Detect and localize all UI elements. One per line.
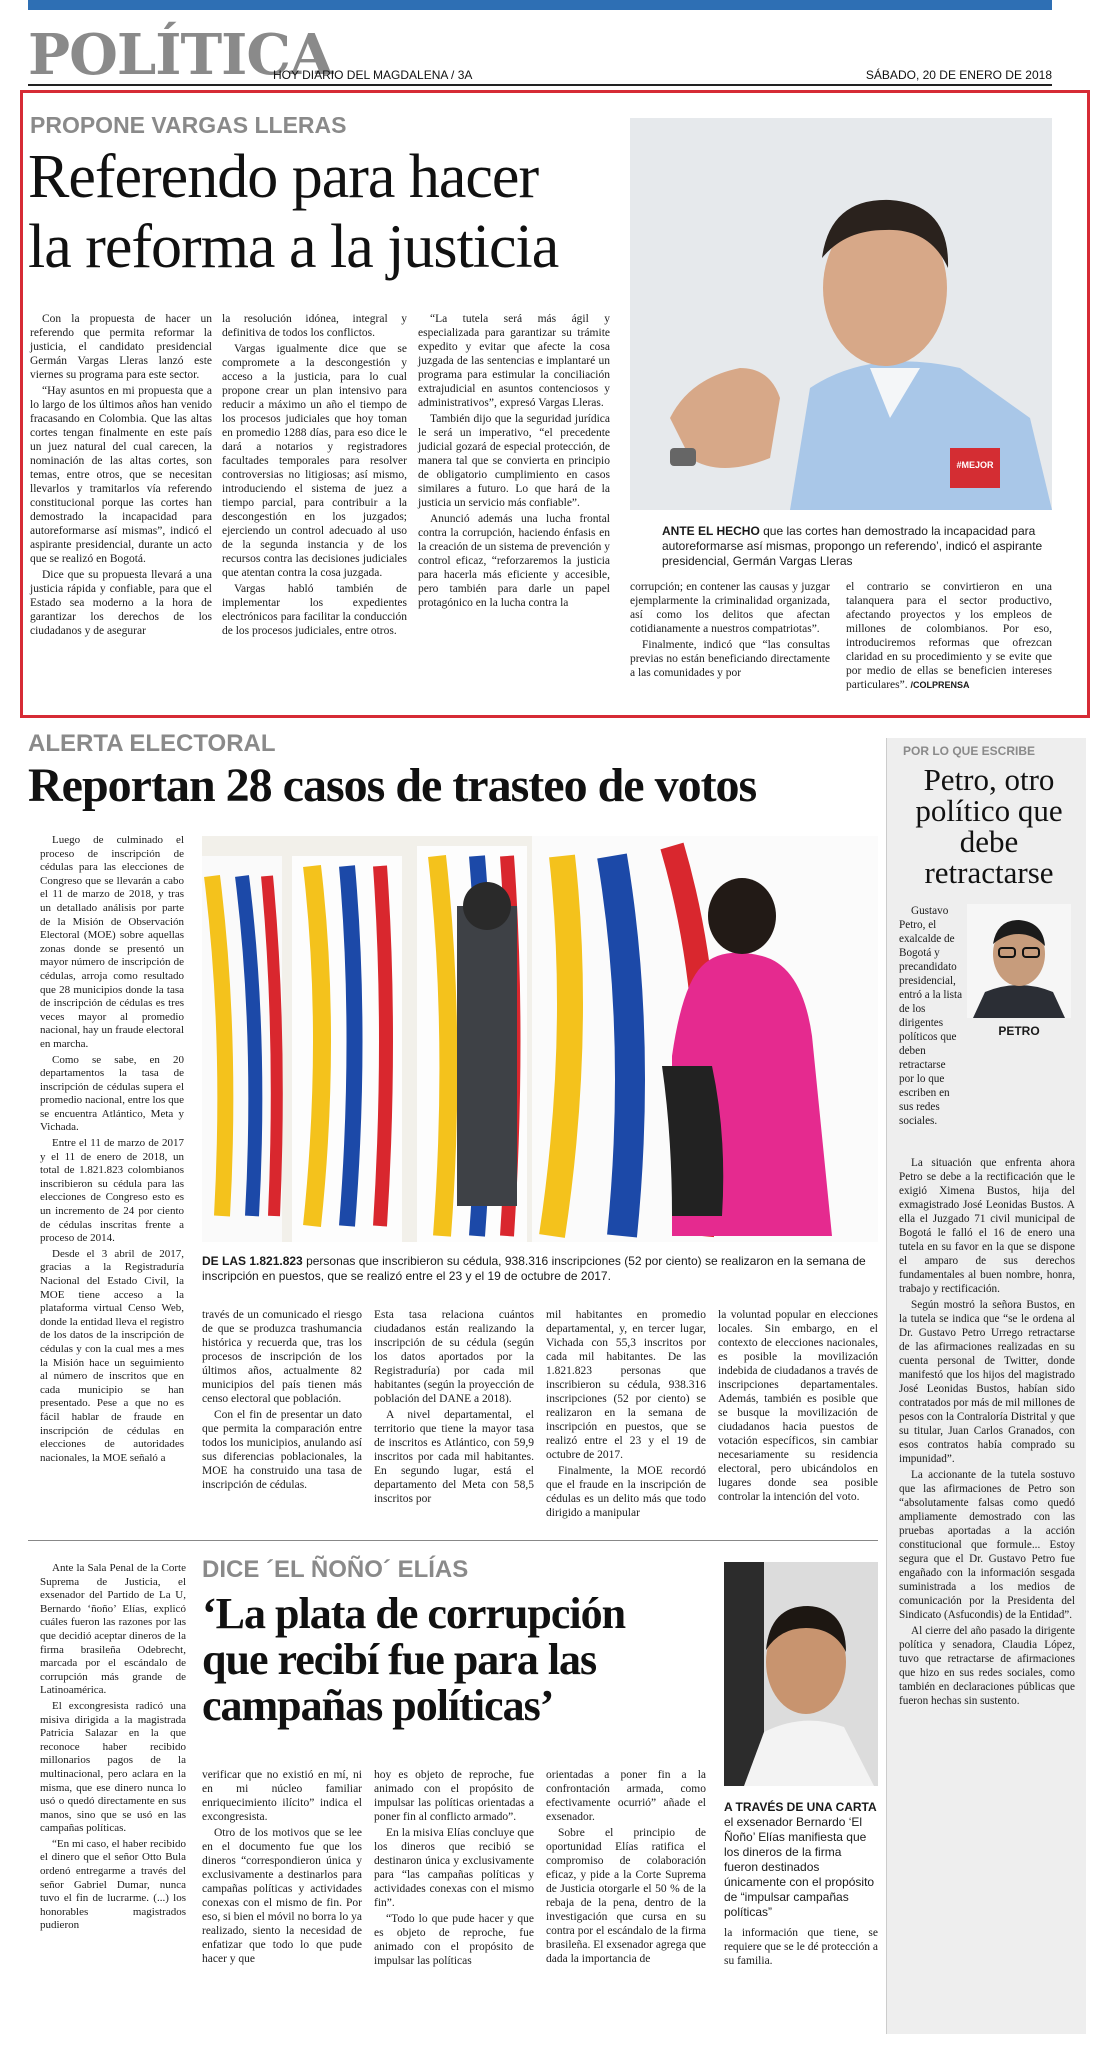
article3-after-caption <box>724 1926 878 1970</box>
article2-col4 <box>546 1308 706 1522</box>
paragraph: Desde el 3 abril de 2017, gracias a la Registraduría Nacional del Estado Civil, la MOE tiene acceso a la plataforma virtual Censo Web, donde la entidad lleva el registro de los datos de la inscripción de cédulas y con la cual mes a mes la Misión hace un seguimiento al número de inscritos que en cada municipio se han presentado. Pese a que no es fácil hablar de fraude en inscripción de cédulas en elecciones de autoridades nacionales, la MOE señaló a <box>40 1247 184 1464</box>
article2-left-col <box>40 834 184 1467</box>
portrait-illustration <box>630 118 1052 510</box>
vargas-lleras-photo <box>630 118 1052 510</box>
paragraph: “La tutela será más ágil y especializada para garantizar su trámite expedito y evitar que afecte la cosa juzgada de las sentencias e implantaré un programa para estimular la conciliación extrajudicial en asuntos contenciosos y administrativos”, expresó Vargas Lleras. <box>418 313 610 409</box>
paragraph: la resolución idónea, integral y definitiva de todos los conflictos. <box>222 313 407 339</box>
paragraph: hoy es objeto de reproche, fue animado con el propósito de impulsar las políticas orientadas a poner fin al conflicto armado”. <box>374 1769 534 1823</box>
paragraph: “Todo lo que pude hacer y que es objeto de reproche, fue animado con el propósito de impulsar las políticas <box>374 1913 534 1967</box>
article1-col2 <box>222 312 407 640</box>
petro-photo-label: PETRO <box>998 1024 1040 1038</box>
paragraph: La accionante de la tutela sostuvo que las afirmaciones de Petro son “absolutamente falsas como quedó ampliamente demostrado con las pruebas aportadas a la acción constitucional que formule... Estoy segura que el Dr. Gustavo Petro fue engañado con la información sesgada suministrada a los medios de comunicación por la Presidenta del Sindicato (Asfucondis) de la Entidad”. <box>899 1469 1075 1621</box>
sidebar-intro <box>899 904 963 1130</box>
article1-headline-line1: Referendo para hacer <box>28 143 539 211</box>
paragraph: Dice que su propuesta llevará a una justicia rápida y confiable, para que el Estado sea moderno a la hora de garantizar los derechos de los ciudadanos y de asegurar <box>30 569 212 637</box>
caption-text: que las cortes han demostrado la incapacidad para autoreformarse así mismas, propongo un referendo’, indicó el aspirante presidencial, Germán Vargas Lleras <box>662 524 1043 568</box>
paragraph: En la misiva Elías concluye que los dineros que recibió se destinaron única y exclusivamente para “las campañas políticas y actividades conexas con el mismo fin”. <box>374 1827 534 1909</box>
paragraph: orientadas a poner fin a la confrontación armada, como efectivamente ocurrió” añade el exsenador. <box>546 1769 706 1823</box>
article3-col4 <box>546 1768 706 1968</box>
article2-col3 <box>374 1308 534 1508</box>
photo-badge: #MEJOR <box>956 460 994 470</box>
article2-col5 <box>718 1308 878 1506</box>
paragraph: Al cierre del año pasado la dirigente política y senadora, Claudia López, tuvo que retractarse de afirmaciones que hizo en sus redes sociales, como también en declaraciones públicas que fueron hechas sin sustento. <box>899 1625 1075 1707</box>
sidebar-headline: Petro, otro político que debe retractarse <box>915 762 1063 890</box>
paragraph: Finalmente, la MOE recordó que el fraude en la inscripción de cédulas es un delito más que todo dirigido a manipular <box>546 1465 706 1519</box>
petro-photo <box>967 904 1071 1018</box>
paragraph: la voluntad popular en elecciones locales. Sin embargo, en el contexto de elecciones nacionales, es posible la movilización indebida de ciudadanos a través de inscripciones departamentales. Además, también es posible que se busque la movilización de ciudadanos hacia puestos de votación específicos, sin cambiar necesariamente su residencia electoral, pero ubicándolos en lugares donde sea posible controlar la intención del voto. <box>718 1309 878 1503</box>
paragraph: mil habitantes en promedio departamental, y, en tercer lugar, Vichada con 55,3 inscritos por cada mil habitantes. De las 1.821.823 personas que inscribieron su cédula, 938.316 inscripciones (52 por ciento) se realizaron en la semana de inscripción en puestos, que se realizó entre el 23 y el 19 de octubre de 2017. <box>546 1309 706 1461</box>
article1-col5 <box>846 580 1052 694</box>
paragraph: verificar que no existió en mí, ni en mi núcleo familiar enriquecimiento ilícito” indica el excongresista. <box>202 1769 362 1823</box>
article1-kicker: PROPONE VARGAS LLERAS <box>30 112 347 138</box>
paragraph: “Hay asuntos en mi propuesta que a lo largo de los últimos años han venido fracasando en Colombia. Que las altas cortes tengan finalmente en este país un juez natural del cual carecen, la nominación de las altas cortes, son temas, entre otros, que se necesitan llevarlos y tramitarlos vía referendo constitucional porque las cortes han demostrado la incapacidad para autoreformarse así mismas”, indicó el aspirante presidencial, durante un acto que se realizó en Bogotá. <box>30 385 212 565</box>
article1-headline-line2: la reforma a la justicia <box>28 213 559 281</box>
article3-kicker: DICE ´EL ÑOÑO´ ELÍAS <box>202 1556 469 1583</box>
paragraph: A nivel departamental, el territorio que tiene la mayor tasa de inscritos es Atlántico, con 59,9 inscritos por cada mil habitantes. En segundo lugar, está el departamento del Meta con 58,5 inscritos por <box>374 1409 534 1505</box>
paragraph: Con la propuesta de hacer un referendo que permita reformar la justicia, el candidato presidencial Germán Vargas Lleras lanzó este viernes su programa para este sector. <box>30 313 212 381</box>
paragraph: Luego de culminado el proceso de inscripción de cédulas para las elecciones de Congreso que se llevarán a cabo el 11 de marzo de 2018, y tras un detallado análisis por parte de la Misión de Observación Electoral (MOE) sobre aquellas zonas donde se presentó un mayor número de inscripción de cédulas, arroja como resultado que 28 municipios donde la tasa de inscripción de cédulas es tres veces mayor al promedio nacional, hay un fraude electoral en marcha. <box>40 834 184 1050</box>
article1-col1 <box>30 312 212 640</box>
paragraph: La situación que enfrenta ahora Petro se debe a la rectificación que le exigió Ximena Bustos, hija del exmagistrado José Leonidas Bustos. A ella el Juzgado 71 civil municipal de Bogotá le falló el 16 de enero una tutela en su favor en la que se dispone el amparo de sus derechos fundamentales al buen nombre, honra, trabajo y rectificación. <box>899 1157 1075 1295</box>
paragraph: Vargas igualmente dice que se compromete a la descongestión y acceso a la justicia, para lo cual propone crear un plan intensivo para reducir a máximo un año el tiempo de los procesos judiciales que hoy toman en promedio 1288 días, para eso dice le dará a notarios y registradores facultades temporales para resolver controversias no litigiosas; así mismo, introduciendo el sistema de juez a tiempo parcial, para contribuir a la descongestión en los juzgados; ejerciendo un control adecuado al uso de la segunda instancia y de los recursos contra las decisiones judiciales que atentan contra la cosa juzgada. <box>222 343 407 579</box>
paragraph: El excongresista radicó una misiva dirigida a la magistrada Patricia Salazar en la que reconoce haber recibido millonarios pagos de la multinacional, pero aclara en la misma, que ese dinero nunca lo usó o quedó directamente en sus manos, sino que se usó en las campañas políticas. <box>40 1699 186 1835</box>
article1-col3 <box>418 312 610 612</box>
paper-info: HOY DIARIO DEL MAGDALENA / 3A <box>273 68 473 82</box>
sidebar-body <box>899 1156 1075 1710</box>
article3-headline-line2: que recibí fue para las <box>202 1635 597 1684</box>
caption-text: el exsenador Bernardo ‘El Ñoño’ Elías manifiesta que los dineros de la firma fueron destinados únicamente con el propósito de “impulsar campañas políticas” <box>724 1815 875 1919</box>
article2-headline: Reportan 28 casos de trasteo de votos <box>28 759 757 812</box>
portrait-illustration <box>967 904 1071 1018</box>
article3-left-col <box>40 1562 186 1935</box>
section-divider <box>28 1540 878 1541</box>
section-title: POLÍTICA <box>28 22 333 88</box>
paragraph: Finalmente, indicó que “las consultas previas no están beneficiando directamente a las comunidades y por <box>630 639 830 679</box>
nono-elias-photo <box>724 1562 878 1786</box>
paragraph: Otro de los motivos que se lee en el documento fue que los dineros “correspondieron única y exclusivamente a destinarlos para campañas políticas y actividades conexas con el mismo de fin. Por eso, si bien el móvil no borra lo ya realizado, siento la necesidad de enfatizar que todo lo que pude hacer y que <box>202 1827 362 1965</box>
paragraph <box>846 580 1052 692</box>
paragraph: Ante la Sala Penal de la Corte Suprema de Justicia, el exsenador del Partido de La U, Bernardo ‘ñoño’ Elías, explicó cuáles fueron las razones por las que decidió aceptar dineros de la firma brasileña Odebrecht, marcada por el escándalo de corrupción más grande de Latinoamérica. <box>40 1562 186 1697</box>
article1-col4 <box>630 580 830 682</box>
paragraph: Sobre el principio de oportunidad Elías ratifica el compromiso de colaboración eficaz, y pide a la Corte Suprema de Justicia otorgarle el 50 % de la rebaja de la pena, dentro de la investigación que cursa en su contra por el escándalo de la firma brasileña. El exsenador agrega que dada la importancia de <box>546 1827 706 1965</box>
article3-headline-line3: campañas políticas’ <box>202 1681 554 1730</box>
paragraph: Como se sabe, en 20 departamentos la tasa de inscripción de cédulas supera el promedio nacional, entre los que se encuentra Atlántico, Meta y Vichada. <box>40 1053 184 1134</box>
portrait-illustration <box>724 1562 878 1786</box>
article2-col2 <box>202 1308 362 1494</box>
article3-col3 <box>374 1768 534 1970</box>
caption-lead: A TRAVÉS DE UNA CARTA <box>724 1800 877 1814</box>
agency-credit: /COLPRENSA <box>910 680 970 690</box>
masthead <box>28 24 1052 86</box>
paragraph: Entre el 11 de marzo de 2017 y el 11 de enero de 2018, un total de 1.821.823 colombianos inscribieron su cédula para las elecciones de Congreso esto es un incremento de 24 por ciento de cédulas inscritas frente a proceso de 2014. <box>40 1137 184 1245</box>
sidebar-opinion <box>886 738 1086 2034</box>
paragraph: Anunció además una lucha frontal contra la corrupción, haciendo énfasis en la creación de un sistema de prevención y control eficaz, “reforzaremos la justicia para hacerla más eficiente y accesible, pero también para darle un papel protagónico en la lucha contra la <box>418 513 610 609</box>
paragraph: través de un comunicado el riesgo de que se produzca trashumancia histórica y recuerda que, tras los procesos de inscripción de los últimos años, actualmente 82 municipios del país tienen más censo electoral que población. <box>202 1309 362 1405</box>
paragraph: Esta tasa relaciona cuántos ciudadanos están realizando la inscripción de su cédula (según los datos aportados por la Registraduría) por cada mil habitantes (según la proyección de población del DANE a 2018). <box>374 1309 534 1405</box>
paragraph: la información que tiene, se requiere que se le dé protección a su familia. <box>724 1927 878 1967</box>
issue-date: SÁBADO, 20 DE ENERO DE 2018 <box>865 68 1052 82</box>
article3-col2 <box>202 1768 362 1968</box>
paragraph: corrupción; en contener las causas y juzgar ejemplarmente la criminalidad organizada, así como los delitos que afectan cotidianamente a nuestros compatriotas”. <box>630 581 830 635</box>
caption-lead: ANTE EL HECHO <box>662 524 760 538</box>
voting-illustration <box>202 836 878 1242</box>
article2-kicker: ALERTA ELECTORAL <box>28 730 276 757</box>
voting-booths-photo <box>202 836 878 1242</box>
caption-text: personas que inscribieron su cédula, 938.316 inscripciones (52 por ciento) se realizaron en la semana de inscripción en puestos, que se realizó entre el 23 y el 19 de octubre de 2017. <box>202 1254 866 1283</box>
article1-caption <box>662 524 1054 569</box>
caption-lead: DE LAS 1.821.823 <box>202 1254 303 1268</box>
paragraph: Gustavo Petro, el exalcalde de Bogotá y precandidato presidencial, entró a la lista de los dirigentes políticos que deben retractarse por lo que escriben en sus redes sociales. <box>899 905 963 1127</box>
paragraph: “En mi caso, el haber recibido el dinero que el señor Otto Bula ordenó entregarme a través del señor Gabriel Dumar, nunca tuvo el fin de lucrarme. (...) los honorables magistrados pudieron <box>40 1837 186 1932</box>
sidebar-kicker: POR LO QUE ESCRIBE <box>903 744 1036 758</box>
paragraph: También dijo que la seguridad jurídica le será un imperativo, “el precedente judicial gozará de especial protección, de manera tal que se convierta en principio de obligatorio cumplimiento en casos similares a futuro. Lo que hará de la justicia un servicio más confiable”. <box>418 413 610 509</box>
paragraph-text: el contrario se convirtieron en una talanquera para el sector productivo, afectando proyectos y los empleos de millones de colombianos. Por eso, introduciremos reformas que ofrezcan claridad en su procedimiento y se evite que por medio de ellas se beneficien intereses particulares”. <box>846 581 1052 691</box>
article2-caption <box>202 1254 878 1284</box>
top-color-bar <box>28 0 1052 10</box>
paragraph: Con el fin de presentar un dato que permita la comparación entre todos los municipios, anulando así sus diferencias poblacionales, la MOE ha construido una tasa de inscripción de cédulas. <box>202 1409 362 1491</box>
article3-headline-line1: ‘La plata de corrupción <box>202 1589 626 1638</box>
paragraph: Vargas habló también de implementar los expedientes electrónicos para facilitar la conducción de los procesos judiciales, entre otros. <box>222 583 407 637</box>
article3-caption <box>724 1800 878 1920</box>
paragraph: Según mostró la señora Bustos, en la tutela se indica que “se le ordena al Dr. Gustavo Petro Urrego retractarse de las afirmaciones realizadas en su cuenta personal de Twitter, donde manifestó que los hijos del magistrado José Leonidas Bustos, habían sido contratados por más de mil millones de pesos con la Contraloría Distrital y que su titular, Juan Carlos Granados, con esos contratos había comprado su impunidad”. <box>899 1299 1075 1465</box>
